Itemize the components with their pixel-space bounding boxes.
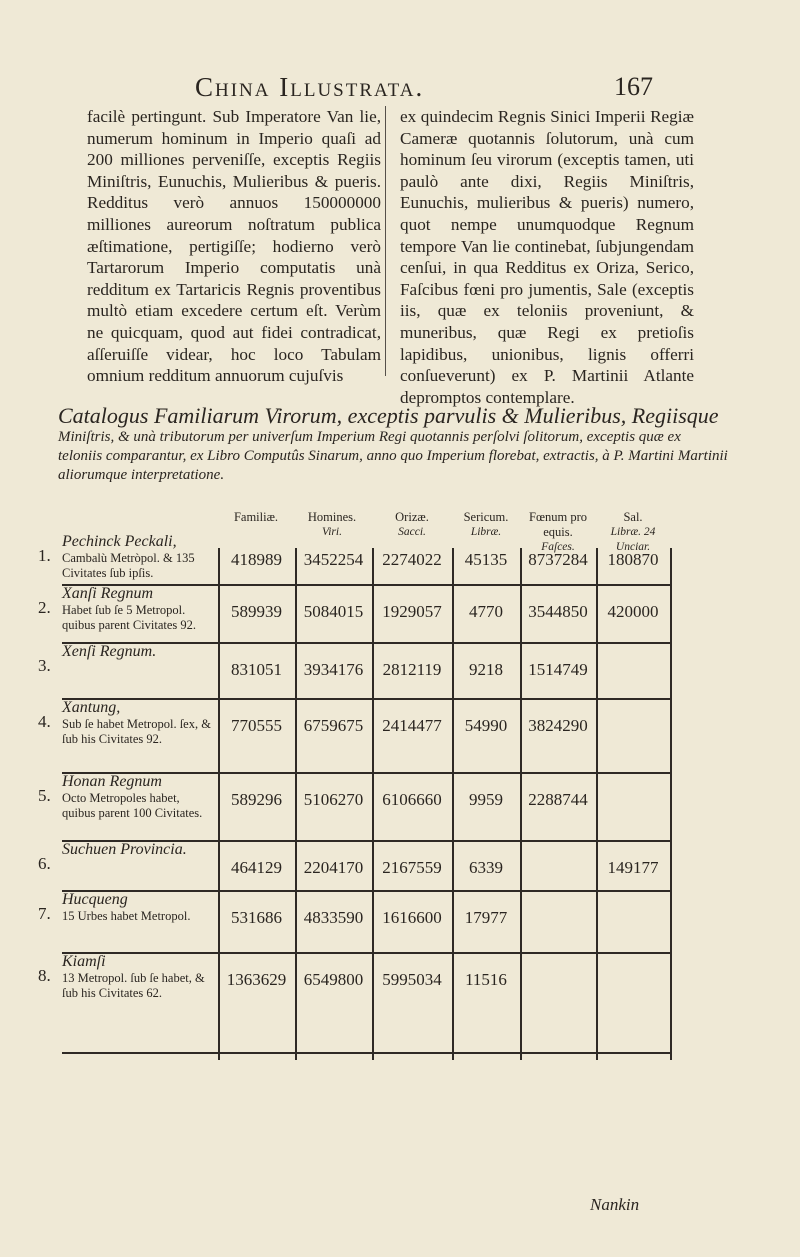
- column-header: [372, 510, 452, 540]
- table-cell: 3544850: [528, 602, 588, 621]
- column-header-unit: Libræ. 24 Unciar.: [610, 526, 656, 553]
- table-cell: 464129: [231, 858, 282, 877]
- table-cell: 5084015: [303, 602, 364, 621]
- catalog-title: Catalogus Familiarum Virorum, exceptis parvulis & Mulieribus, Regiisque: [58, 403, 719, 428]
- region-name: Kiamſi: [62, 953, 106, 970]
- column-header-label: Fœnum pro equis.: [529, 510, 587, 539]
- region-name: Pechinck Peckali,: [62, 533, 177, 550]
- table-cell: 6759675: [303, 716, 364, 735]
- column-header-label: Homines.: [307, 510, 357, 524]
- column-header: [518, 510, 598, 555]
- table-cell: 17977: [464, 908, 508, 927]
- row-number: 3.: [38, 656, 51, 675]
- column-header: [446, 510, 526, 540]
- region-description: Cambalù Metròpol. & 135 Civitates ſub ipſis.: [62, 551, 195, 580]
- column-header: [593, 510, 673, 555]
- table-cell: 3452254: [303, 550, 364, 569]
- table-cell: 2167559: [382, 858, 442, 877]
- row-number: 1.: [38, 546, 51, 565]
- region-cell: [62, 952, 212, 1001]
- table-cell: 4833590: [303, 908, 364, 927]
- table-cell: 6106660: [382, 790, 442, 809]
- region-name: Xanſi Regnum: [62, 585, 154, 602]
- table-cell: 5106270: [303, 790, 364, 809]
- region-cell: [62, 772, 212, 821]
- column-header-unit: Sacci.: [398, 526, 426, 538]
- region-cell: [62, 890, 212, 924]
- table-cell: 149177: [607, 858, 659, 877]
- table-cell: 180870: [607, 550, 659, 569]
- region-name: Suchuen Provincia.: [62, 841, 187, 858]
- table-cell: 5995034: [382, 970, 442, 989]
- region-cell: [62, 840, 212, 859]
- column-header-unit: Libræ.: [470, 526, 502, 538]
- catchword: Nankin: [590, 1195, 640, 1214]
- table-cell: 45135: [464, 550, 508, 569]
- row-number: 6.: [38, 854, 51, 873]
- table-cell: 531686: [231, 908, 282, 927]
- table-cell: 8737284: [528, 550, 588, 569]
- region-name: Hucqueng: [62, 891, 128, 908]
- table-cell: 4770: [469, 602, 503, 621]
- region-cell: [62, 584, 212, 633]
- column-header-label: Familiæ.: [233, 510, 279, 524]
- region-name: Xantung,: [62, 699, 121, 716]
- region-cell: [62, 642, 212, 661]
- region-cell: [62, 698, 212, 747]
- table-cell: 9218: [469, 660, 503, 679]
- header-title: China Illustrata.: [195, 72, 425, 102]
- row-number: 8.: [38, 966, 51, 985]
- region-name: Xenſi Regnum.: [62, 643, 157, 660]
- row-number: 5.: [38, 786, 51, 805]
- table-cell: 420000: [607, 602, 659, 621]
- right-column: ex quindecim Regnis Sinici Imperii Regiæ Cameræ quotannis ſolutorum, unà cum hominum ſeu virorum (exceptis tamen, uti paulò ante dixi, Regiis Miniſtris, Eunuchis, mulieribus & pueris) numero, quot nempe unumquodque Regnum tempore Van lie continebat, ſubjungendam cenſui, in qua Redditus ex Oriza, Serico, Faſcibus fœni pro jumentis, Sale (exceptis iis, quæ ex teloniis proveniunt, & muneribus, quæ Regi ex pretioſis lapidibus, unionibus, lignis offerri conſueverunt) ex P. Martinii Atlante depromptos contemplare.: [400, 107, 694, 407]
- left-column: facilè pertingunt. Sub Imperatore Van lie, numerum hominum in Imperio quaſi ad 200 milliones perveniſſe, exceptis Regiis Miniſtris, Eunuchis, Mulieribus & pueris. Redditus verò annuos 150000000 milliones aureorum noſtratum publica æſtimatione, pertigiſſe; hodierno verò Tartarorum Imperio computatis unà redditum ex Tartaricis Regnis proventibus multò etiam excedere certum eſt. Verùm ne quicquam, quod aut fidei contradicat, aſſeruiſſe videar, hoc loco Tabulam omnium redditum annuorum cujuſvis: [87, 107, 381, 386]
- row-number: 2.: [38, 598, 51, 617]
- column-header: [292, 510, 372, 540]
- table-cell: 770555: [231, 716, 282, 735]
- region-description: Sub ſe habet Metropol. ſex, & ſub his Civitates 92.: [62, 717, 211, 746]
- table-cell: 2288744: [528, 790, 588, 809]
- table-cell: 1929057: [382, 602, 442, 621]
- table-cell: 11516: [465, 970, 507, 989]
- catalog-heading: [58, 404, 728, 485]
- region-description: 15 Urbes habet Metropol.: [62, 909, 191, 923]
- table-cell: 589939: [231, 602, 282, 621]
- running-header: [195, 72, 653, 103]
- region-name: Honan Regnum: [62, 773, 162, 790]
- region-cell: [62, 532, 212, 581]
- column-header-unit: Faſces.: [541, 541, 575, 553]
- region-description: Habet ſub ſe 5 Metropol. quibus parent Civitates 92.: [62, 603, 197, 632]
- row-rule: [62, 1052, 672, 1054]
- column-header-label: Sal.: [623, 510, 643, 524]
- column-header: [216, 510, 296, 525]
- column-rule: [385, 106, 386, 376]
- column-header-label: Orizæ.: [395, 510, 429, 524]
- table-cell: 2812119: [382, 660, 442, 679]
- region-description: 13 Metropol. ſub ſe habet, & ſub his Civitates 62.: [62, 971, 205, 1000]
- table-cell: 2274022: [382, 550, 442, 569]
- column-header-unit: Viri.: [322, 526, 342, 538]
- table-cell: 6339: [469, 858, 503, 877]
- table-cell: 3934176: [303, 660, 364, 679]
- column-header-label: Sericum.: [463, 510, 509, 524]
- table-cell: 418989: [231, 550, 282, 569]
- table-cell: 2414477: [382, 716, 442, 735]
- table-cell: 9959: [469, 790, 503, 809]
- table-cell: 831051: [231, 660, 282, 679]
- table-cell: 1514749: [528, 660, 588, 679]
- table-cell: 3824290: [528, 716, 588, 735]
- table-cell: 1363629: [226, 970, 287, 989]
- catalog-subtitle: Miniſtris, & unà tributorum per univerſum Imperium Regi quotannis perſolvi ſolitorum, exceptis quæ ex teloniis comparantur, ex Libro Computûs Sinarum, anno quo Imperium florebat, extractis, à P. Martini Martinii aliorumque interpretatione.: [58, 429, 728, 483]
- row-number: 4.: [38, 712, 51, 731]
- row-number: 7.: [38, 904, 51, 923]
- table-cell: 1616600: [382, 908, 442, 927]
- two-column-text: [87, 106, 723, 407]
- table-cell: 6549800: [303, 970, 364, 989]
- table-column-rule: [670, 548, 672, 1060]
- table-cell: 54990: [464, 716, 508, 735]
- table-column-rule: [596, 548, 598, 1060]
- page-number: 167: [614, 72, 653, 101]
- table-cell: 589296: [231, 790, 282, 809]
- region-description: Octo Metropoles habet, quibus parent 100 Civitates.: [62, 791, 203, 820]
- table-cell: 2204170: [303, 858, 364, 877]
